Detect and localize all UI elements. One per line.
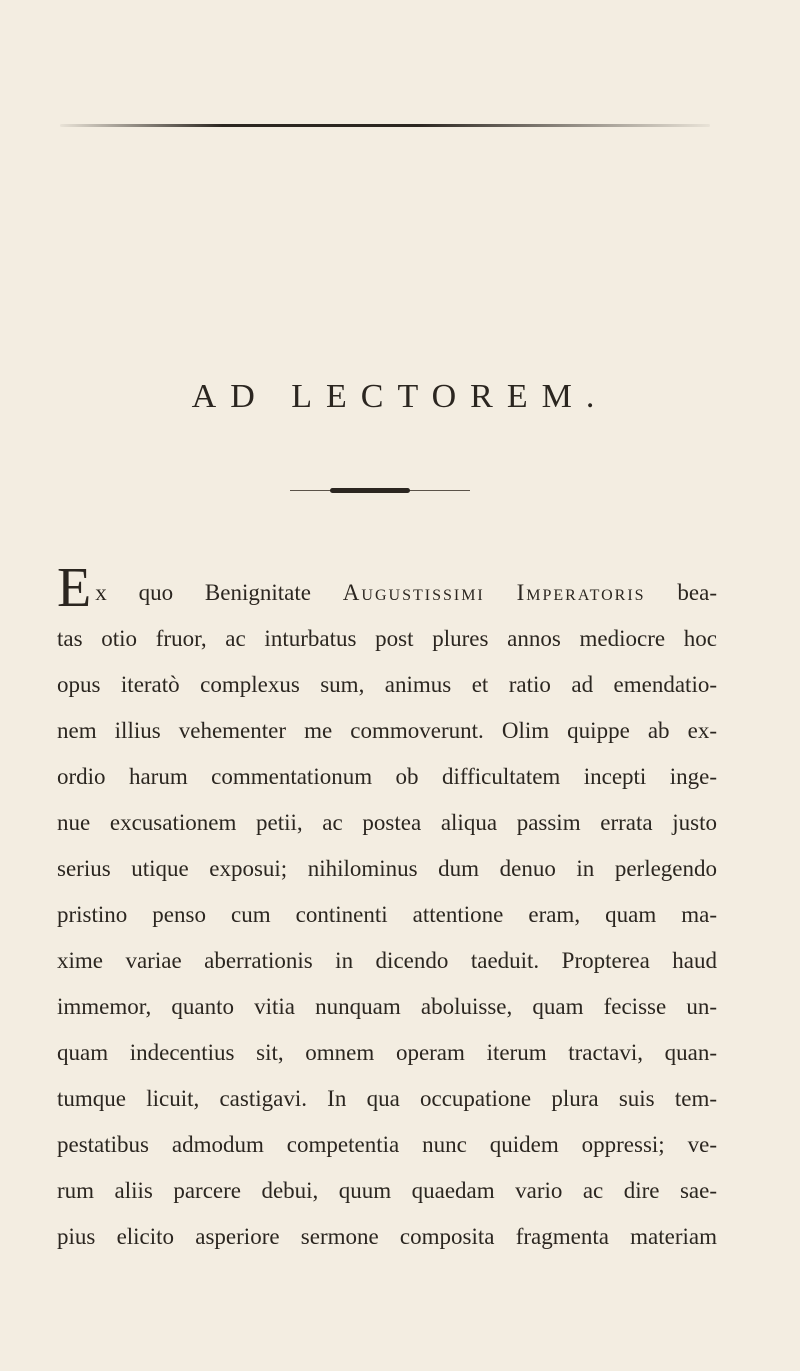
text-line: ordio harum commentationum ob difficultatem incepti inge-: [57, 764, 717, 789]
text-line: quam indecentius sit, omnem operam iterum tractavi, quan-: [57, 1040, 717, 1065]
emperor-title-word1: Augustissimi: [342, 580, 485, 605]
text-fragment: [485, 580, 517, 605]
text-fragment: x quo Benignitate: [95, 580, 343, 605]
text-line: immemor, quanto vitia nunquam aboluisse, quam fecisse un-: [57, 994, 717, 1019]
text-line: pius elicito asperiore sermone composita fragmenta materiam: [57, 1224, 717, 1249]
text-line: nem illius vehementer me commoverunt. Olim quippe ab ex-: [57, 718, 717, 743]
text-line: pestatibus admodum competentia nunc quidem oppressi; ve-: [57, 1132, 717, 1157]
text-line: nue excusationem petii, ac postea aliqua passim errata justo: [57, 810, 717, 835]
text-line: tumque licuit, castigavi. In qua occupatione plura suis tem-: [57, 1086, 717, 1111]
text-line: serius utique exposui; nihilominus dum denuo in perlegendo: [57, 856, 717, 881]
top-rule: [60, 124, 710, 127]
text-line: opus iteratò complexus sum, animus et ratio ad emendatio-: [57, 672, 717, 697]
text-line: tas otio fruor, ac inturbatus post plures annos mediocre hoc: [57, 626, 717, 651]
ornament-bar: [330, 488, 410, 493]
emperor-title-word2: Imperatoris: [516, 580, 646, 605]
ornament-divider: [290, 487, 470, 494]
text-line-1: [57, 557, 718, 619]
drop-initial: E: [57, 557, 92, 619]
body-text: [57, 557, 718, 1260]
text-line: xime variae aberrationis in dicendo taeduit. Propterea haud: [57, 948, 717, 973]
page-heading: AD LECTOREM.: [191, 378, 609, 415]
text-line: rum aliis parcere debui, quum quaedam vario ac dire sae-: [57, 1178, 717, 1203]
text-fragment: bea-: [645, 580, 718, 605]
text-line: pristino penso cum continenti attentione eram, quam ma-: [57, 902, 717, 927]
